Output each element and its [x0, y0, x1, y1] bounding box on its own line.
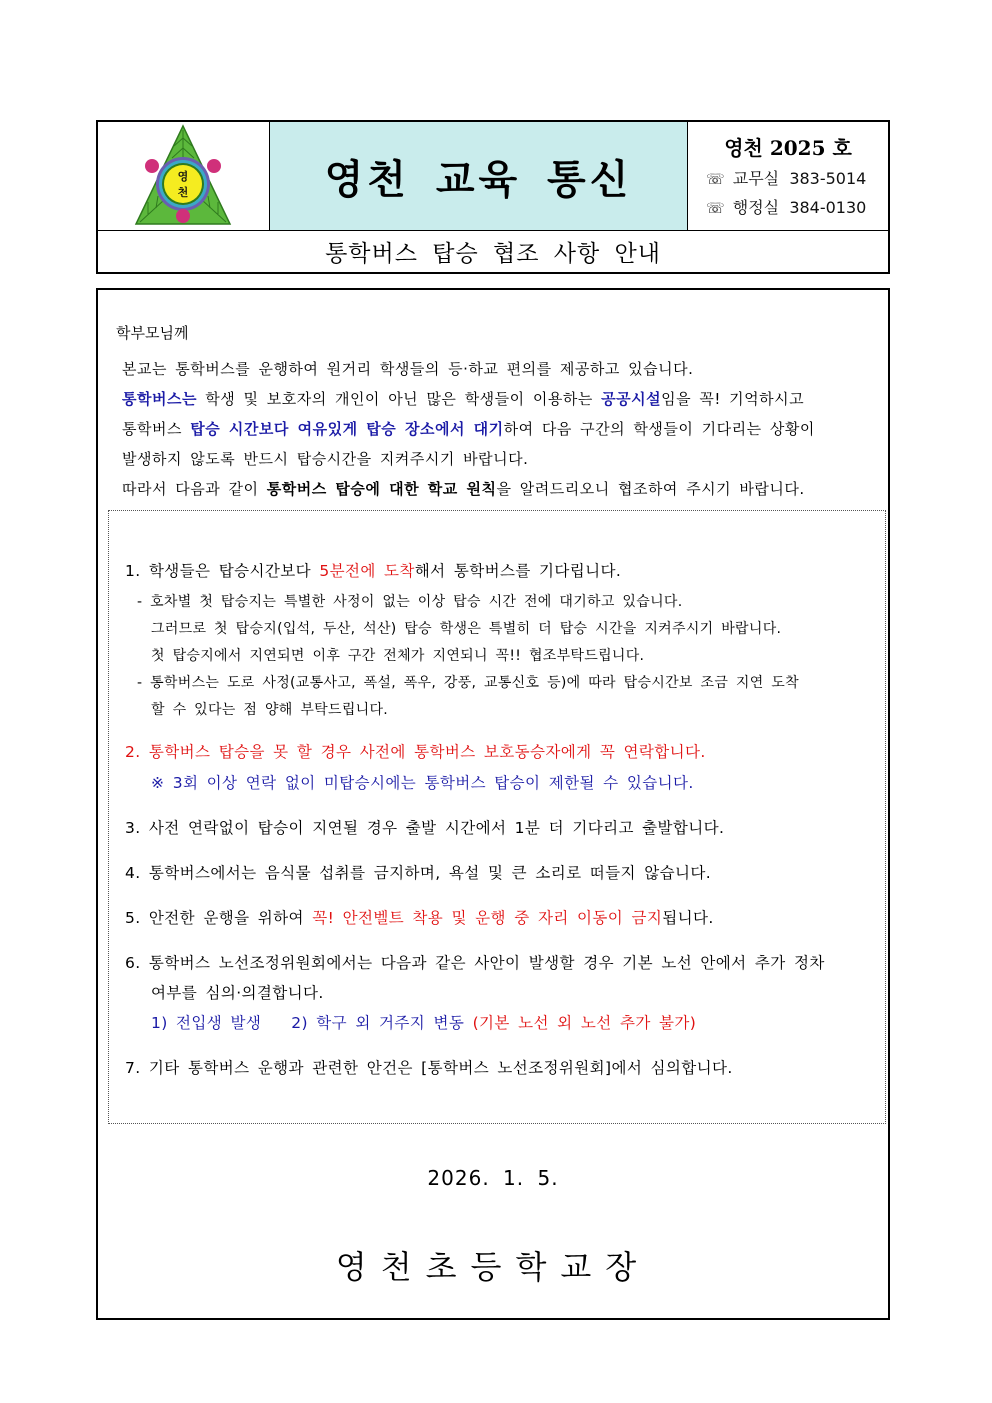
rules-box [108, 510, 886, 1124]
rule-6-options: 1) 전입생 발생 2) 학구 외 거주지 변동 (기본 노선 외 노선 추가 불가) [151, 1014, 697, 1032]
document-subtitle: 통학버스 탑승 협조 사항 안내 [325, 241, 661, 267]
svg-text:천: 천 [177, 186, 189, 199]
telephone-icon: ☏ [706, 170, 725, 188]
principal-signature: 영천초등학교장 [335, 1248, 651, 1286]
intro-line: 발생하지 않도록 반드시 탑승시간을 지켜주시기 바랍니다. [122, 450, 529, 468]
contact-admin-office: ☏ 행정실 384-0130 [706, 198, 867, 217]
issue-number: 영천 2025 호 [724, 136, 852, 160]
intro-line: 따라서 다음과 같이 통학버스 탑승에 대한 학교 원칙을 알려드리오니 협조하여 주시기 바랍니다. [122, 480, 805, 498]
rule-1-detail: - 통학버스는 도로 사정(교통사고, 폭설, 폭우, 강풍, 교통신호 등)에 따라 탑승시간보 조금 지연 도착 [137, 675, 799, 691]
title-cell [270, 122, 688, 230]
rule-6-continuation: 여부를 심의·의결합니다. [151, 984, 324, 1002]
intro-line: 통학버스 탑승 시간보다 여유있게 탑승 장소에서 대기하여 다음 구간의 학생들이 기다리는 상황이 [122, 420, 815, 438]
svg-text:영: 영 [177, 170, 189, 183]
rule-2: 2. 통학버스 탑승을 못 할 경우 사전에 통학버스 보호동승자에게 꼭 연락합니다. [125, 743, 706, 761]
contact-academic-office: ☏ 교무실 383-5014 [706, 169, 867, 188]
rule-4: 4. 통학버스에서는 음식물 섭취를 금지하며, 욕설 및 큰 소리로 떠들지 않습니다. [125, 864, 712, 882]
intro-line: 본교는 통학버스를 운행하여 원거리 학생들의 등·하교 편의를 제공하고 있습니다. [122, 360, 694, 378]
rule-7: 7. 기타 통학버스 운행과 관련한 안건은 [통학버스 노선조정위원회]에서 심의합니다. [125, 1059, 733, 1077]
rule-1-detail: - 호차별 첫 탑승지는 특별한 사정이 없는 이상 탑승 시간 전에 대기하고 있습니다. [137, 594, 683, 610]
rule-3: 3. 사전 연락없이 탑승이 지연될 경우 출발 시간에서 1분 더 기다리고 출발합니다. [125, 819, 725, 837]
rule-1-detail: 그러므로 첫 탑승지(입석, 두산, 석산) 탑승 학생은 특별히 더 탑승 시간을 지켜주시기 바랍니다. [151, 621, 782, 637]
letter-body [96, 288, 890, 1320]
greeting: 학부모님께 [116, 324, 189, 342]
info-cell [688, 122, 888, 230]
rule-1-detail: 첫 탑승지에서 지연되면 이후 구간 전체가 지연되니 꼭!! 협조부탁드립니다. [151, 648, 645, 664]
rule-1-detail: 할 수 있다는 점 양해 부탁드립니다. [151, 702, 389, 718]
rule-6: 6. 통학버스 노선조정위원회에서는 다음과 같은 사안이 발생할 경우 기본 노선 안에서 추가 정차 [125, 954, 825, 972]
header-top-row [98, 122, 888, 231]
school-emblem-icon [128, 124, 238, 228]
rule-5: 5. 안전한 운행을 위하여 꼭! 안전벨트 착용 및 운행 중 자리 이동이 금지됩니다. [125, 909, 714, 927]
rule-2-note: ※ 3회 이상 연락 없이 미탑승시에는 통학버스 탑승이 제한될 수 있습니다. [151, 774, 694, 792]
logo-cell [98, 122, 270, 230]
newsletter-title: 영천 교육 통신 [324, 156, 633, 203]
telephone-icon: ☏ [706, 199, 725, 217]
intro-line: 통학버스는 학생 및 보호자의 개인이 아닌 많은 학생들이 이용하는 공공시설임을 꼭! 기억하시고 [122, 390, 805, 408]
rule-1: 1. 학생들은 탑승시간보다 5분전에 도착해서 통학버스를 기다립니다. [125, 562, 622, 580]
issue-date: 2026. 1. 5. [427, 1166, 559, 1190]
newsletter-header [96, 120, 890, 274]
